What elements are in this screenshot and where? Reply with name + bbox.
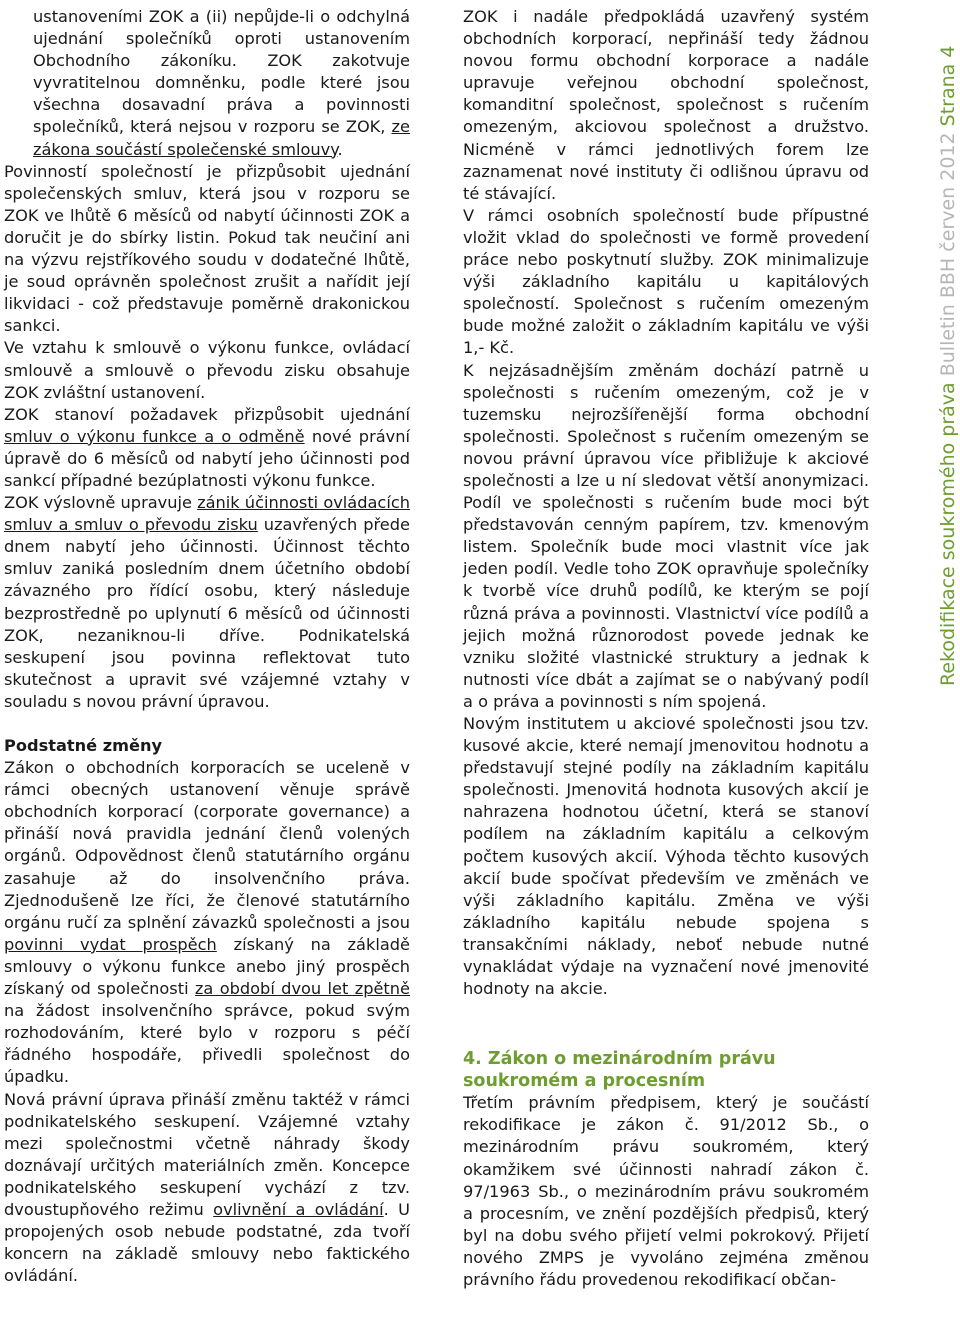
underlined-phrase: ze zákona součástí společenské smlouvy <box>33 117 410 159</box>
running-header-issue: Bulletin BBH červen 2012 <box>937 132 959 377</box>
paragraph-special-provisions: Ve vztahu k smlouvě o výkonu funkce, ovládací smlouvě a smlouvě o převodu zisku obsahuje ZOK zvláštní ustanovení. <box>4 338 410 402</box>
left-column <box>4 6 410 1287</box>
underlined-phrase: zánik účinnosti ovládacích smluv a smluv o převodu zisku <box>4 493 410 535</box>
section-title-private-international-law: 4. Zákon o mezinárodním právu soukromém a procesním <box>463 1049 776 1092</box>
subheading-key-changes: Podstatné změny <box>4 736 163 755</box>
underlined-phrase: smluv o výkonu funkce a o odměně <box>4 426 305 446</box>
paragraph-closed-system: ZOK i nadále předpokládá uzavřený systém obchodních korporací, nepřináší tedy žádnou novou formu obchodní korporace a nadále upravuje veřejnou obchodní společnost, komanditní společnost, společnost s ručením omezeným, akciovou společnost a družstvo. Nicméně v rámci jednotlivých forem lze zaznamenat nové instituty či odlišnou úpravu od té stávající. <box>463 7 869 203</box>
underlined-phrase: povinni vydat prospěch <box>4 934 217 954</box>
paragraph-function-contracts: ZOK stanoví požadavek přizpůsobit ujednání smluv o výkonu funkce a o odměně nové právní úpravě do 6 měsíců od nabytí jeho účinnosti pod sankcí případné bezúplatnosti výkonu funkce. <box>4 404 410 490</box>
underlined-phrase: za období dvou let zpětně <box>194 979 410 999</box>
paragraph-corporate-governance: Zákon o obchodních korporacích se uceleně v rámci obecných ustanovení věnuje správě obchodních korporací (corporate governance) a přináší nová pravidla jednání členů volených orgánů. Odpovědnost členů statutárního orgánu zasahuje až do insolvenčního práva. Zjednodušeně lze říci, že členové statutárního orgánu ručí za splnění závazků společnosti a jsou povinni vydat prospěch získaný na základě smlouvy o výkonu funkce anebo jiný prospěch získaný od společnosti za období dvou let zpětně na žádost insolvenčního správce, pokud svým rozhodováním, které bylo v rozporu s péčí řádného hospodáře, přivedli společnost do úpadku. <box>4 758 410 1087</box>
page-number: Strana 4 <box>937 45 959 127</box>
vertical-running-header <box>933 0 960 690</box>
paragraph-no-par-shares: Novým institutem u akciové společnosti jsou tzv. kusové akcie, které nemají jmenovitou hodnotu a představují stejné podíly na základním kapitálu společnosti. Jmenovitá hodnota kusových akcií je nahrazena hodnotou účetní, která se stanoví podílem na základním kapitálu a celkovým počtem kusových akcií. Výhoda těchto kusových akcií bude spočívat především ve změnách ve výši základního kapitálu. Změna ve výši základního kapitálu nebude spojena s transakčními náklady, neboť nebude nutné vynakládat výdaje na vyznačení nové jmenovité hodnoty na akcie. <box>463 714 869 999</box>
paragraph-control-contracts: ZOK výslovně upravuje zánik účinnosti ovládacích smluv a smluv o převodu zisku uzavřených přede dnem nabytí jeho účinnosti. Účinnost těchto smluv zaniká posledním dnem účetního období závazného pro řídící osobu, který následuje bezprostředně po uplynutí 6 měsíců od účinnosti ZOK, nezaniknou-li dříve. Podnikatelská seskupení jsou povinna reflektovat tuto skutečnost a upravit své vzájemné vztahy v souladu s novou právní úpravou. <box>4 493 410 711</box>
paragraph-llc-changes: K nejzásadnějším změnám dochází patrně u společnosti s ručením omezeným, což je v tuzemsku nejrozšířenější forma obchodní společnosti. Společnost s ručením omezeným se novou právní úpravou více přibližuje k akciové společnosti a lze u ní sledovat větší anonymizaci. Podíl ve společnosti s ručením bude moci být představován cenným papírem, tzv. kmenovým listem. Společník bude moci vlastnit více jak jeden podíl. Vedle toho ZOK opravňuje společníky k tvorbě více druhů podílů, ke kterým se pojí různá práva a povinnosti. Vlastnictví více podílů a jejich možná různorodost povede jednak ke vzniku složité vlastnické struktury a jednak k nutnosti více dbát a zajímat se o nabývaný podíl a o práva a povinnosti s ním spojená. <box>463 360 869 711</box>
paragraph-business-group: Nová právní úprava přináší změnu taktéž v rámci podnikatelského seskupení. Vzájemné vztahy mezi společnostmi včetně náhrady škody doznávají určitých materiálních změn. Koncepce podnikatelského seskupení vychází z tzv. dvoustupňového režimu ovlivnění a ovládání. U propojených osob nebude podstatné, zda tvoří koncern na základě smlouvy nebo faktického ovládání. <box>4 1089 410 1286</box>
running-header-title: Rekodifikace soukromého práva <box>937 382 959 686</box>
paragraph-adjustment-duty: Povinností společností je přizpůsobit ujednání společenských smluv, která jsou v rozporu se ZOK ve lhůtě 6 měsíců od nabytí účinnosti ZOK a doručit je do sbírky listin. Pokud tak neučiní ani na výzvu rejstříkového soudu v dodatečné lhůtě, je soud oprávněn společnost zrušit a nařídit její likvidaci - což představuje poměrně drakonickou sankci. <box>4 161 410 336</box>
paragraph-contributions-capital: V rámci osobních společností bude přípustné vložit vklad do společnosti ve formě provedení práce nebo poskytnutí služby. ZOK minimalizuje výši základního kapitálu u kapitálových společností. Společnost s ručením omezeným bude možné založit o základním kapitálu ve výši 1,- Kč. <box>463 205 869 358</box>
right-column <box>463 6 869 1291</box>
paragraph-transition-continued: ustanoveními ZOK a (ii) nepůjde-li o odchylná ujednání společníků oproti ustanovením Obchodního zákoníku. ZOK zakotvuje vyvratitelnou domněnku, podle které jsou všechna dosavadní práva a povinnosti společníků, která nejsou v rozporu se ZOK, ze zákona součástí společenské smlouvy. <box>33 7 410 159</box>
paragraph-zmps: Třetím právním předpisem, který je součástí rekodifikace je zákon č. 91/2012 Sb., o mezinárodním právu soukromém, který okamžikem své účinnosti nahradí zákon č. 97/1963 Sb., o mezinárodním právu soukromém a procesním, ve znění pozdějších předpisů, který byl na dobu svého přijetí velmi pokrokový. Přijetí nového ZMPS je vyvoláno zejména změnou právního řádu provedenou rekodifikací občan- <box>463 1093 869 1289</box>
underlined-phrase: ovlivnění a ovládání <box>213 1199 384 1219</box>
